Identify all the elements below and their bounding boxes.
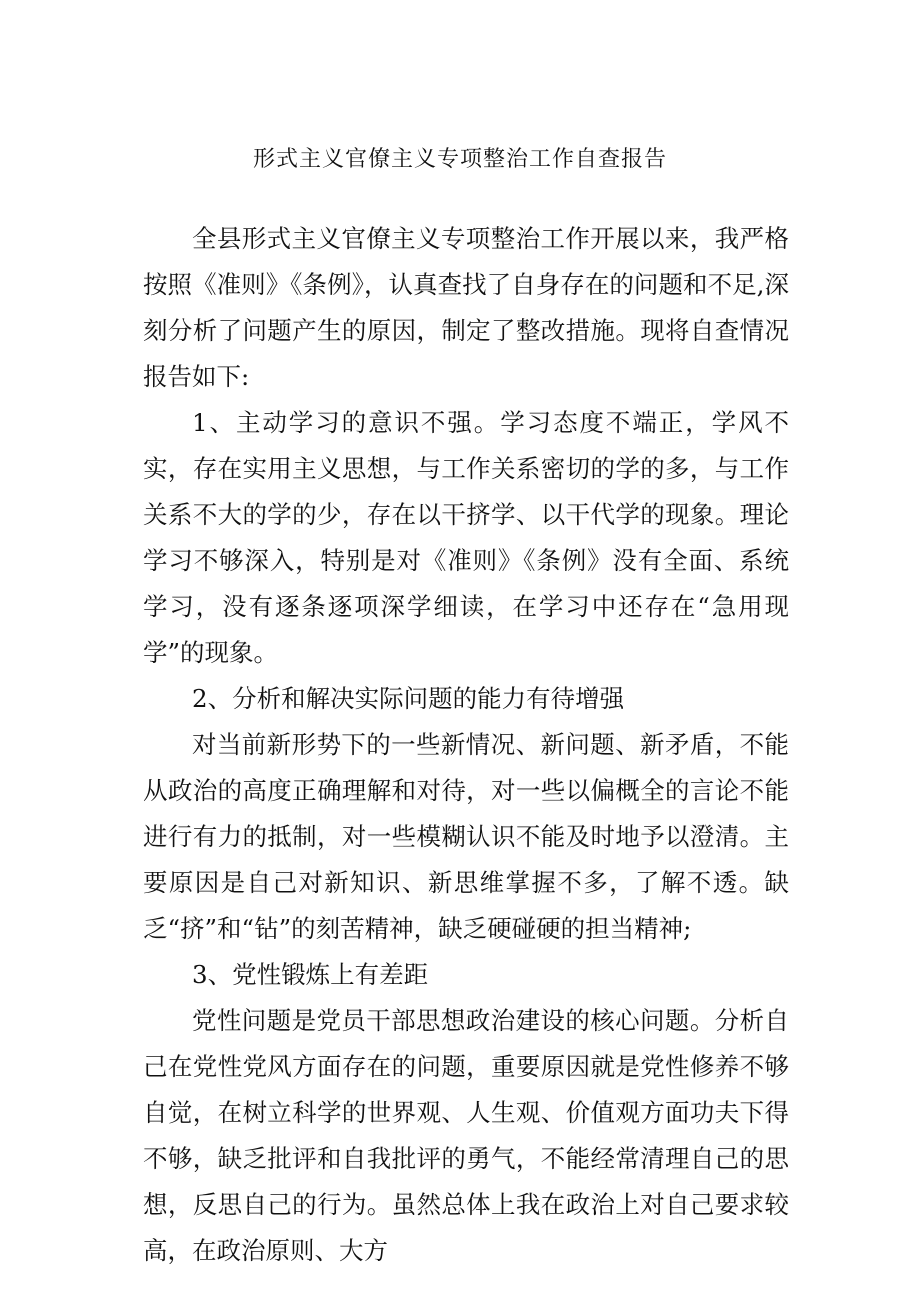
section-heading-3: 3、党性锻炼上有差距 [192, 960, 429, 989]
paragraph-item-1: 1、主动学习的意识不强。学习态度不端正，学风不实，存在实用主义思想，与工作关系密切的学的多，与工作关系不大的学的少，存在以干挤学、以干代学的现象。理论学习不够深入，特别是对《准则》《条例》没有全面、系统学习，没有逐条逐项深学细读，在学习中还存在“急用现学”的现象。 [143, 408, 789, 667]
paragraph-item-2-body: 对当前新形势下的一些新情况、新问题、新矛盾，不能从政治的高度正确理解和对待，对一些以偏概全的言论不能进行有力的抵制，对一些模糊认识不能及时地予以澄清。主要原因是自己对新知识、新思维掌握不多，了解不透。缺乏“挤”和“钻”的刻苦精神，缺乏硬碰硬的担当精神; [143, 730, 789, 943]
paragraph-intro: 全县形式主义官僚主义专项整治工作开展以来，我严格按照《准则》《条例》，认真查找了自身存在的问题和不足,深刻分析了问题产生的原因，制定了整改措施。现将自查情况报告如下: [143, 224, 789, 391]
paragraph-item-3-body: 党性问题是党员干部思想政治建设的核心问题。分析自己在党性党风方面存在的问题，重要原因就是党性修养不够自觉，在树立科学的世界观、人生观、价值观方面功夫下得不够，缺乏批评和自我批评的勇气，不能经常清理自己的思想，反思自己的行为。虽然总体上我在政治上对自己要求较高，在政治原则、大方 [143, 1006, 789, 1265]
document-title: 形式主义官僚主义专项整治工作自查报告 [252, 147, 667, 172]
section-heading-2: 2、分析和解决实际问题的能力有待增强 [192, 684, 625, 713]
document-body [143, 216, 789, 1274]
